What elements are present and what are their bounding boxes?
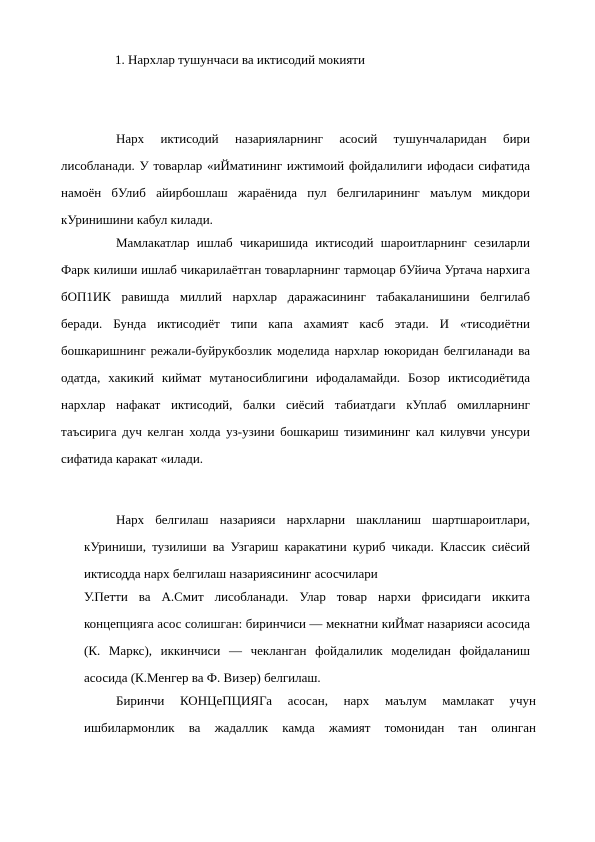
paragraph-petty-smith: У.Петти ва А.Смит лисобланади. Улар товар нархи фрисидаги иккита концепцияга асос солишган: биринчиси — мекнатни киЙмат назарияси асосида (К. Маркс), иккинчиси — чекланган фойдалилик моделидан фойдаланиш асосида (К.Менгер ва Ф. Визер) белгилаш. xyxy=(84,589,530,685)
paragraph-first-concept: Биринчи КОНЦеПЦИЯГа асосан, нарх маълум мамлакат учун ишбилармонлик ва жадаллик камда жамият томонидан тан олинган xyxy=(84,693,536,735)
paragraph-price-definition: Нарх иктисодий назарияларнинг асосий тушунчаларидан бири лисобланади. У товарлар «иЙматининг ижтимоий фойдалилиги ифодаси сифатида намоён бУлиб айирбошлаш жараёнида пул белгиларининг маълум микдори кУринишини кабул килади. xyxy=(61,131,530,227)
section-heading: 1. Нархлар тушунчаси ва иктисодий мокияти xyxy=(115,52,365,67)
paragraph-pricing-theory: Нарх белгилаш назарияси нархларни шаклланиш шартшароитлари, кУриниши, тузилиши ва Узгариш каракатини куриб чикади. Классик сиёсий иктисодда нарх белгилаш назариясининг асосчилари xyxy=(84,512,530,581)
paragraph-national-price-levels: Мамлакатлар ишлаб чикаришида иктисодий шароитларнинг сезиларли Фарк килиши ишлаб чикарилаётган товарларнинг тармоцар бУйича Уртача нархига бОП1ИК равишда миллий нархлар даражасининг табакаланишини белгилаб беради. Бунда иктисодиёт типи капа ахамият касб этади. И «тисодиётни бошкаришнинг режали-буйрукбозлик моделида нархлар юкоридан белгиланади ва одатда, хакикий киймат мутаносиблигини ифодаламайди. Бозор иктисодиётида нархлар нафакат иктисодий, балки сиёсий табиатдаги кУплаб омилларнинг таъсирига дуч келган холда уз-узини бошкариш тизимининг кал килувчи унсури сифатида каракат «илади. xyxy=(61,235,530,466)
